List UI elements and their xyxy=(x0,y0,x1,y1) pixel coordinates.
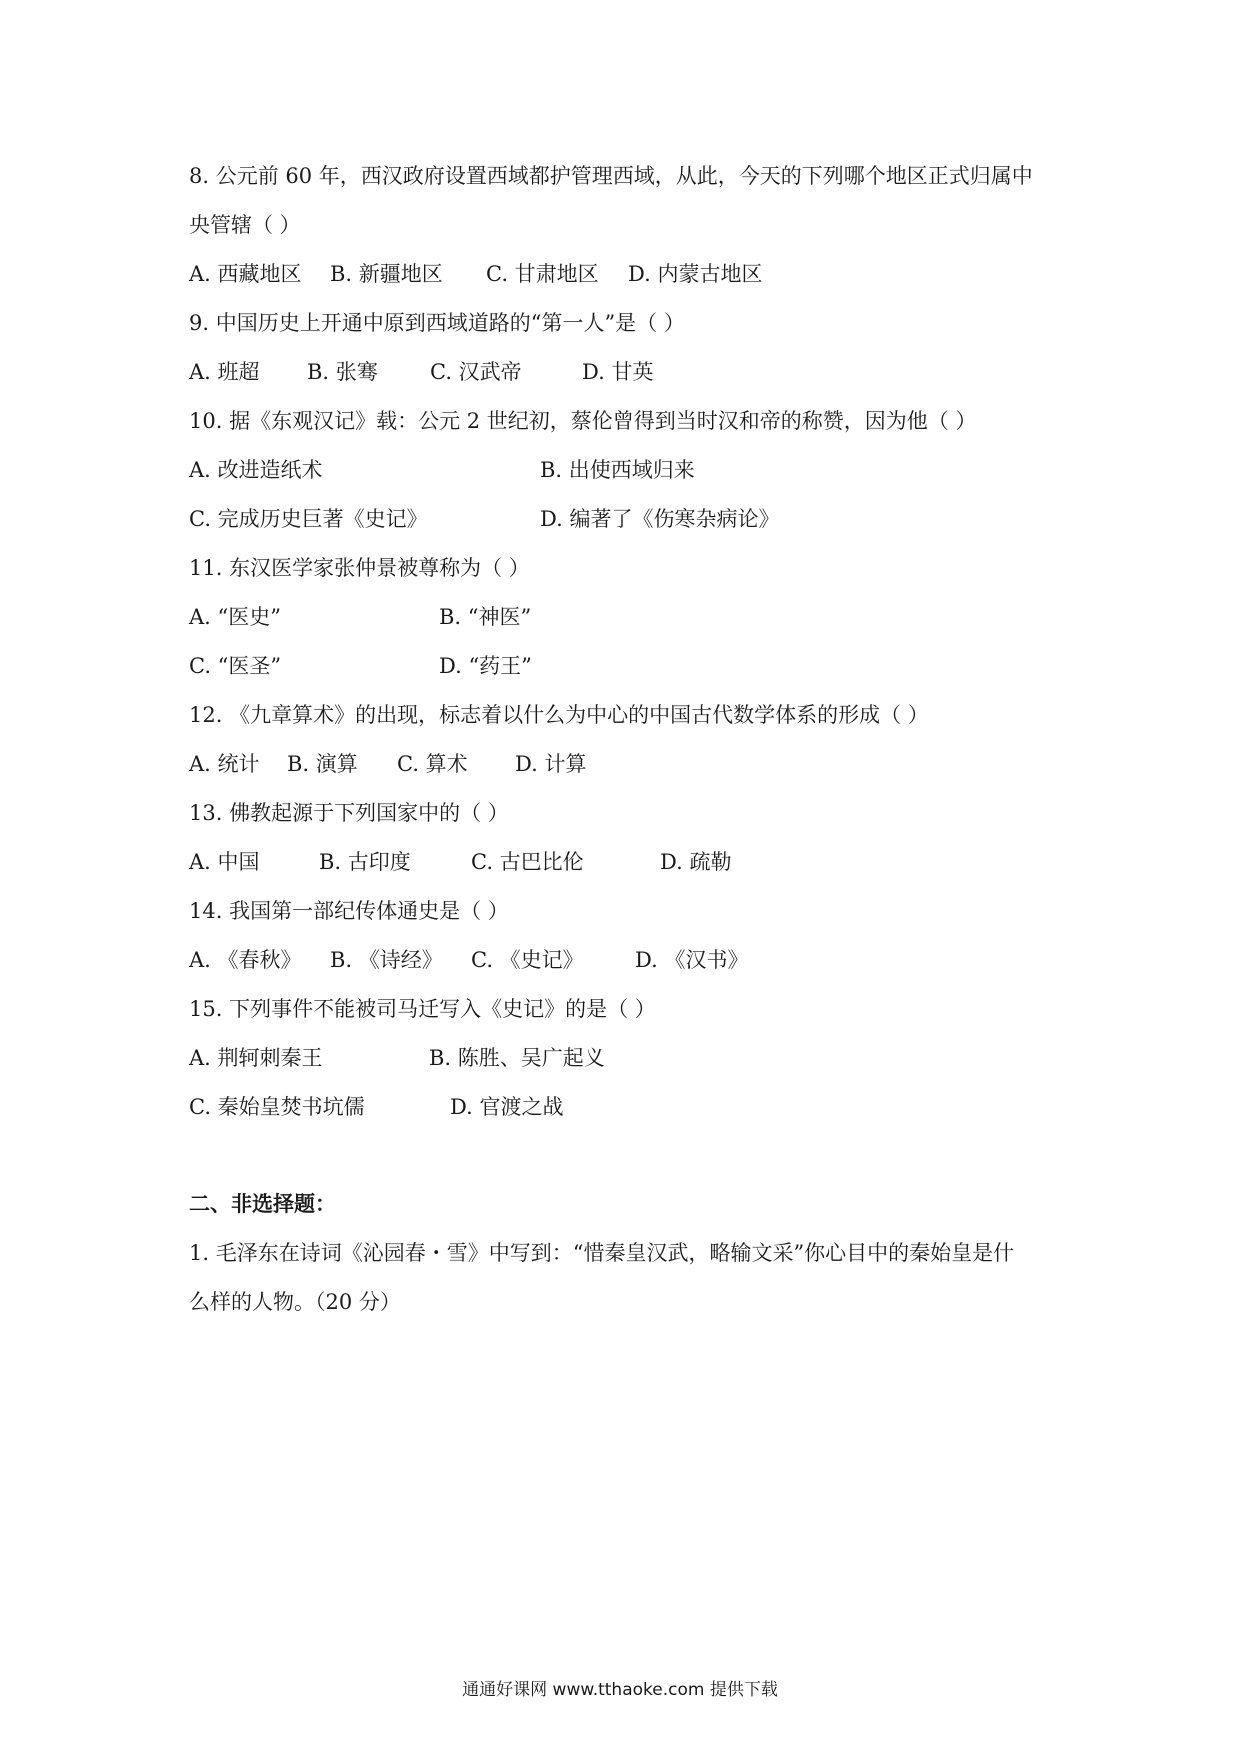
option-b: B. 《诗经》 xyxy=(330,948,443,972)
question-10-stem: 10. 据《东观汉记》载：公元 2 世纪初，蔡伦曾得到当时汉和帝的称赞，因为他（ ） xyxy=(189,409,977,433)
question-11-stem: 11. 东汉医学家张仲景被尊称为（ ） xyxy=(189,556,530,580)
question-8-stem-line-1: 8. 公元前 60 年，西汉政府设置西域都护管理西域，从此，今天的下列哪个地区正式归属中 xyxy=(189,164,1033,188)
section-two-question-line-1: 1. 毛泽东在诗词《沁园春・雪》中写到：“惜秦皇汉武，略输文采”你心目中的秦始皇是什 xyxy=(189,1241,1015,1265)
question-14-stem: 14. 我国第一部纪传体通史是（ ） xyxy=(189,899,509,923)
question-8-stem-line-2: 央管辖（ ） xyxy=(189,213,301,237)
option-a: A. 班超 xyxy=(189,360,260,384)
section-two-title: 二、非选择题： xyxy=(189,1191,336,1216)
option-d: D. 疏勒 xyxy=(660,850,732,874)
option-c: C. “医圣” xyxy=(189,654,282,678)
option-a: A. 《春秋》 xyxy=(189,948,302,972)
page-footer: 通通好课网 www.tthaoke.com 提供下载 xyxy=(462,1680,778,1700)
question-9-stem: 9. 中国历史上开通中原到西域道路的“第一人”是（ ） xyxy=(189,311,685,335)
option-c: C. 算术 xyxy=(397,752,468,776)
question-12-stem: 12. 《九章算术》的出现，标志着以什么为中心的中国古代数学体系的形成（ ） xyxy=(189,703,929,727)
option-a: A. 统计 xyxy=(189,752,260,776)
option-b: B. 演算 xyxy=(287,752,358,776)
option-d: D. 计算 xyxy=(515,752,587,776)
option-a: A. 荆轲刺秦王 xyxy=(189,1046,323,1070)
option-c: C. 汉武帝 xyxy=(430,360,522,384)
option-b: B. 陈胜、吴广起义 xyxy=(429,1046,605,1070)
option-c: C. 古巴比伦 xyxy=(471,850,584,874)
question-13-stem: 13. 佛教起源于下列国家中的（ ） xyxy=(189,801,509,825)
option-a: A. “医史” xyxy=(189,605,281,629)
option-d: D. 甘英 xyxy=(582,360,654,384)
option-b: B. 出使西域归来 xyxy=(540,458,695,482)
option-d: D. 内蒙古地区 xyxy=(628,262,763,286)
option-b: B. “神医” xyxy=(439,605,532,629)
option-d: D. 《汉书》 xyxy=(635,948,749,972)
question-15-stem: 15. 下列事件不能被司马迁写入《史记》的是（ ） xyxy=(189,997,656,1021)
option-c: C. 《史记》 xyxy=(471,948,584,972)
option-d: D. “药王” xyxy=(439,654,532,678)
option-d: D. 官渡之战 xyxy=(450,1095,564,1119)
option-b: B. 新疆地区 xyxy=(330,262,443,286)
section-two-question-line-2: 么样的人物。（20 分） xyxy=(189,1290,401,1314)
option-a: A. 西藏地区 xyxy=(189,262,302,286)
option-c: C. 甘肃地区 xyxy=(486,262,599,286)
option-a: A. 改进造纸术 xyxy=(189,458,323,482)
option-c: C. 秦始皇焚书坑儒 xyxy=(189,1095,365,1119)
option-c: C. 完成历史巨著《史记》 xyxy=(189,507,428,531)
option-b: B. 古印度 xyxy=(319,850,411,874)
option-b: B. 张骞 xyxy=(307,360,378,384)
option-a: A. 中国 xyxy=(189,850,260,874)
option-d: D. 编著了《伤寒杂病论》 xyxy=(540,507,780,531)
